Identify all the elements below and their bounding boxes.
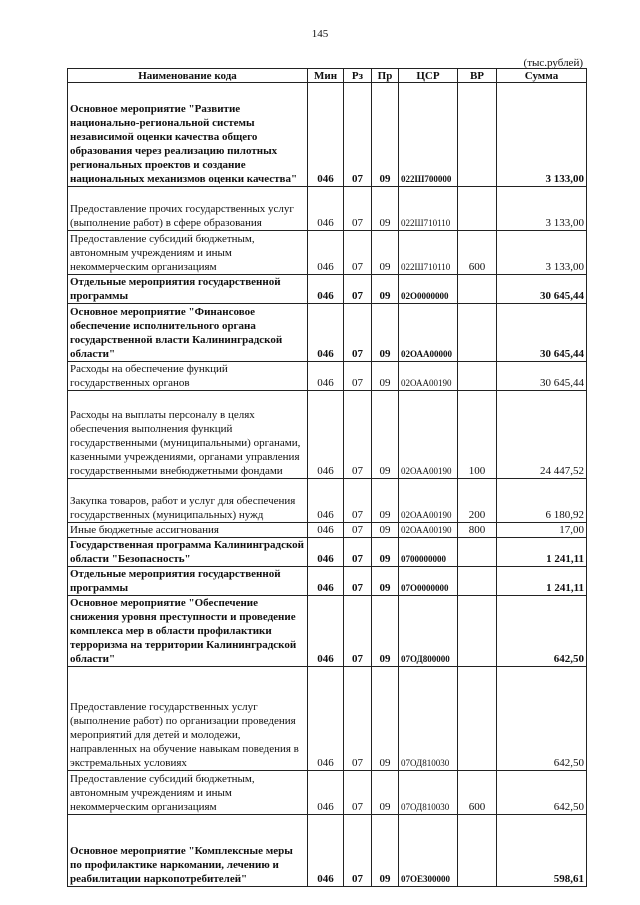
cell-csr: 07ОЕ300000	[399, 815, 458, 887]
cell-csr: 0700000000	[399, 538, 458, 567]
table-row	[68, 596, 587, 667]
cell-rz: 07	[344, 538, 372, 567]
table-row	[68, 771, 587, 815]
cell-pr: 09	[372, 523, 399, 538]
cell-pr: 09	[372, 538, 399, 567]
cell-pr: 09	[372, 391, 399, 479]
cell-name: Предоставление прочих государственных услуг (выполнение работ) в сфере образования	[68, 187, 308, 231]
cell-name: Отдельные мероприятия государственной программы	[68, 567, 308, 596]
cell-min: 046	[308, 231, 344, 275]
cell-vr: 100	[458, 391, 497, 479]
cell-name: Расходы на выплаты персоналу в целях обеспечения выполнения функций государственными (муниципальными) органами, казенными учреждениями, органами управления государственными внебюджетными фондами	[68, 391, 308, 479]
cell-name: Основное мероприятие "Комплексные меры по профилактике наркомании, лечению и реабилитации наркопотребителей"	[68, 815, 308, 887]
cell-csr: 02ОАА00190	[399, 362, 458, 391]
cell-rz: 07	[344, 275, 372, 304]
cell-vr	[458, 538, 497, 567]
cell-csr: 022Ш710110	[399, 187, 458, 231]
cell-rz: 07	[344, 231, 372, 275]
cell-pr: 09	[372, 362, 399, 391]
header-vr: ВР	[458, 69, 497, 83]
cell-name: Предоставление субсидий бюджетным, автономным учреждениям и иным некоммерческим организациям	[68, 231, 308, 275]
cell-sum: 1 241,11	[497, 538, 587, 567]
cell-pr: 09	[372, 187, 399, 231]
cell-rz: 07	[344, 667, 372, 771]
cell-min: 046	[308, 391, 344, 479]
cell-pr: 09	[372, 304, 399, 362]
cell-csr: 02ОАА00190	[399, 479, 458, 523]
cell-vr	[458, 187, 497, 231]
units-note: (тыс.рублей)	[523, 57, 583, 69]
cell-name: Основное мероприятие "Финансовое обеспечение исполнительного органа государственной власти Калининградской области"	[68, 304, 308, 362]
cell-pr: 09	[372, 815, 399, 887]
budget-table	[67, 68, 587, 887]
cell-pr: 09	[372, 275, 399, 304]
cell-rz: 07	[344, 596, 372, 667]
cell-min: 046	[308, 275, 344, 304]
cell-min: 046	[308, 567, 344, 596]
page-number: 145	[311, 28, 329, 40]
cell-sum: 642,50	[497, 771, 587, 815]
cell-name: Государственная программа Калининградской области "Безопасность"	[68, 538, 308, 567]
cell-min: 046	[308, 83, 344, 187]
cell-sum: 598,61	[497, 815, 587, 887]
table-row	[68, 538, 587, 567]
cell-sum: 3 133,00	[497, 187, 587, 231]
header-csr: ЦСР	[399, 69, 458, 83]
cell-csr: 07ОД800000	[399, 596, 458, 667]
cell-name: Закупка товаров, работ и услуг для обеспечения государственных (муниципальных) нужд	[68, 479, 308, 523]
table-row	[68, 304, 587, 362]
cell-csr: 02ОАА00190	[399, 391, 458, 479]
table-row	[68, 667, 587, 771]
cell-min: 046	[308, 815, 344, 887]
table-row	[68, 83, 587, 187]
table-row	[68, 231, 587, 275]
cell-pr: 09	[372, 83, 399, 187]
header-pr: Пр	[372, 69, 399, 83]
cell-sum: 1 241,11	[497, 567, 587, 596]
cell-csr: 02ОАА00000	[399, 304, 458, 362]
cell-sum: 3 133,00	[497, 83, 587, 187]
cell-vr	[458, 667, 497, 771]
cell-csr: 07О0000000	[399, 567, 458, 596]
cell-pr: 09	[372, 596, 399, 667]
table-header-row	[68, 69, 587, 83]
cell-sum: 642,50	[497, 667, 587, 771]
table-row	[68, 815, 587, 887]
cell-vr: 600	[458, 231, 497, 275]
cell-name: Основное мероприятие "Обеспечение снижения уровня преступности и проведение комплекса мер в области профилактики терроризма на территории Калининградской области"	[68, 596, 308, 667]
cell-csr: 07ОД810030	[399, 667, 458, 771]
cell-rz: 07	[344, 187, 372, 231]
cell-rz: 07	[344, 83, 372, 187]
cell-pr: 09	[372, 231, 399, 275]
cell-vr	[458, 304, 497, 362]
cell-csr: 07ОД810030	[399, 771, 458, 815]
cell-min: 046	[308, 596, 344, 667]
cell-pr: 09	[372, 479, 399, 523]
cell-min: 046	[308, 538, 344, 567]
cell-vr	[458, 815, 497, 887]
cell-sum: 17,00	[497, 523, 587, 538]
cell-vr: 600	[458, 771, 497, 815]
cell-sum: 30 645,44	[497, 362, 587, 391]
table-row	[68, 187, 587, 231]
cell-rz: 07	[344, 362, 372, 391]
cell-pr: 09	[372, 567, 399, 596]
cell-vr	[458, 596, 497, 667]
cell-min: 046	[308, 304, 344, 362]
cell-vr	[458, 275, 497, 304]
cell-rz: 07	[344, 567, 372, 596]
cell-csr: 02ОАА00190	[399, 523, 458, 538]
cell-name: Иные бюджетные ассигнования	[68, 523, 308, 538]
table-row	[68, 567, 587, 596]
cell-sum: 30 645,44	[497, 275, 587, 304]
cell-sum: 6 180,92	[497, 479, 587, 523]
cell-min: 046	[308, 187, 344, 231]
cell-name: Расходы на обеспечение функций государственных органов	[68, 362, 308, 391]
cell-rz: 07	[344, 304, 372, 362]
cell-min: 046	[308, 479, 344, 523]
table-row	[68, 479, 587, 523]
cell-sum: 30 645,44	[497, 304, 587, 362]
cell-vr	[458, 567, 497, 596]
cell-name: Основное мероприятие "Развитие национально-региональной системы независимой оценки качества общего образования через реализацию пилотных региональных проектов и создание национальных механизмов оценки качества"	[68, 83, 308, 187]
cell-min: 046	[308, 523, 344, 538]
cell-rz: 07	[344, 523, 372, 538]
header-sum: Сумма	[497, 69, 587, 83]
table-row	[68, 275, 587, 304]
cell-vr	[458, 83, 497, 187]
cell-vr	[458, 362, 497, 391]
header-rz: Рз	[344, 69, 372, 83]
cell-rz: 07	[344, 771, 372, 815]
cell-pr: 09	[372, 667, 399, 771]
cell-csr: 02О0000000	[399, 275, 458, 304]
header-min: Мин	[308, 69, 344, 83]
cell-vr: 200	[458, 479, 497, 523]
cell-pr: 09	[372, 771, 399, 815]
cell-sum: 642,50	[497, 596, 587, 667]
cell-min: 046	[308, 771, 344, 815]
cell-name: Предоставление субсидий бюджетным, автономным учреждениям и иным некоммерческим организациям	[68, 771, 308, 815]
cell-rz: 07	[344, 479, 372, 523]
cell-min: 046	[308, 667, 344, 771]
table-row	[68, 523, 587, 538]
table-row	[68, 391, 587, 479]
cell-sum: 3 133,00	[497, 231, 587, 275]
header-name: Наименование кода	[68, 69, 308, 83]
cell-min: 046	[308, 362, 344, 391]
cell-sum: 24 447,52	[497, 391, 587, 479]
cell-csr: 022Ш710110	[399, 231, 458, 275]
cell-name: Отдельные мероприятия государственной программы	[68, 275, 308, 304]
cell-rz: 07	[344, 815, 372, 887]
cell-rz: 07	[344, 391, 372, 479]
cell-vr: 800	[458, 523, 497, 538]
cell-csr: 022Ш700000	[399, 83, 458, 187]
cell-name: Предоставление государственных услуг (выполнение работ) по организации проведения мероприятий для детей и молодежи, направленных на обучение навыкам поведения в экстремальных условиях	[68, 667, 308, 771]
table-row	[68, 362, 587, 391]
